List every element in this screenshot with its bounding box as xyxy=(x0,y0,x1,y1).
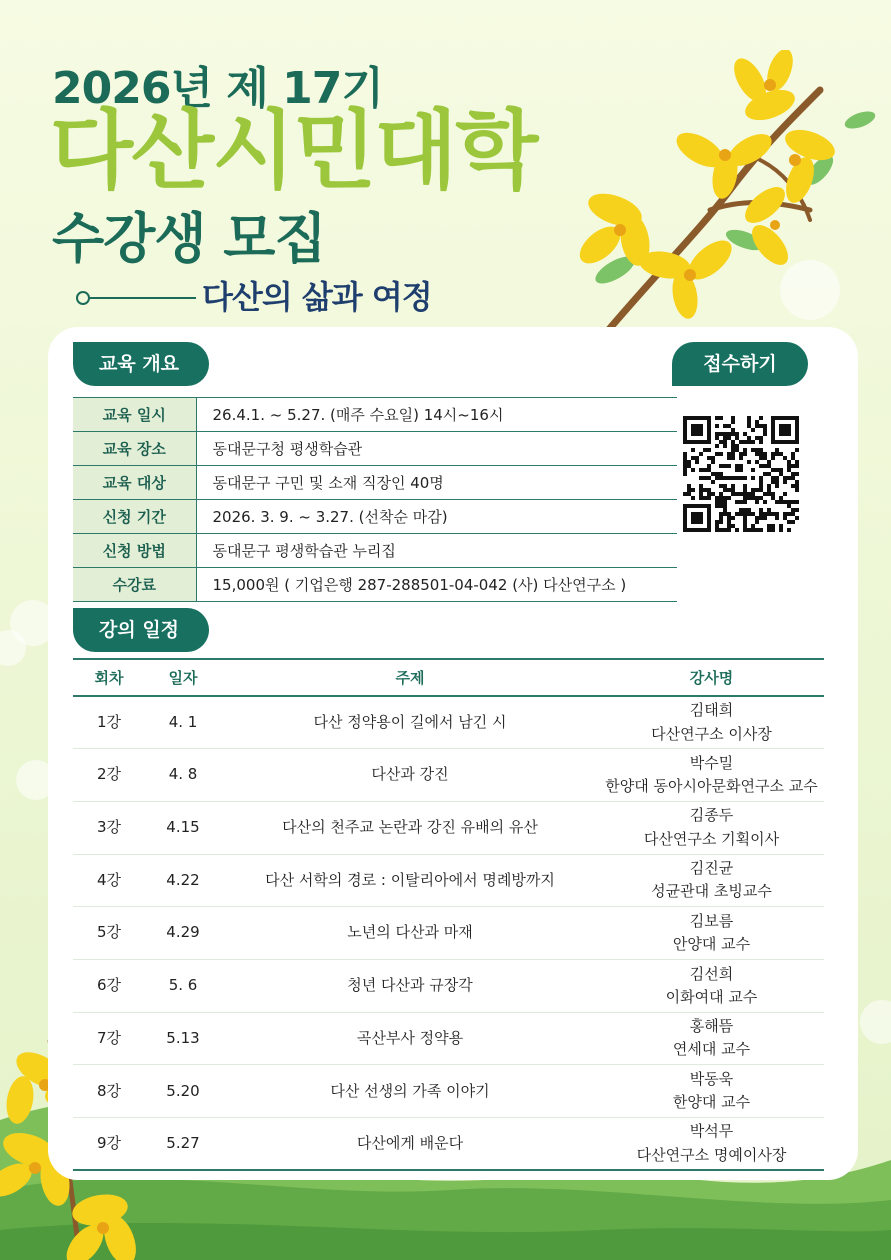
lecture-date: 4. 8 xyxy=(145,749,221,802)
overview-row xyxy=(73,534,677,568)
lecture-no: 4강 xyxy=(73,854,145,907)
circle-icon xyxy=(76,291,90,305)
schedule-row xyxy=(73,1065,824,1118)
lecture-topic: 다산 정약용이 길에서 남긴 시 xyxy=(221,696,599,749)
lecture-date: 4.22 xyxy=(145,854,221,907)
overview-key: 교육 장소 xyxy=(73,432,196,466)
overview-value: 2026. 3. 9. ~ 3.27. (선착순 마감) xyxy=(196,500,677,534)
lecturer-name: 김태희 xyxy=(689,701,734,720)
lecture-date: 4. 1 xyxy=(145,696,221,749)
lecture-topic: 곡산부사 정약용 xyxy=(221,1012,599,1065)
column-header-no: 회차 xyxy=(73,659,145,696)
schedule-row xyxy=(73,1012,824,1065)
lecturer-role: 이화여대 교수 xyxy=(665,987,758,1006)
section-label-overview: 교육 개요 xyxy=(73,342,209,386)
lecture-topic: 다산과 강진 xyxy=(221,749,599,802)
header-title: 다산시민대학 xyxy=(50,101,537,201)
lecture-date: 4.15 xyxy=(145,801,221,854)
lecturer-name: 김보름 xyxy=(689,911,734,930)
lecture-topic: 다산 서학의 경로 : 이탈리아에서 명례방까지 xyxy=(221,854,599,907)
lecturer-cell xyxy=(599,1065,824,1118)
overview-row xyxy=(73,568,677,602)
lecturer-cell xyxy=(599,959,824,1012)
lecture-topic: 다산에게 배운다 xyxy=(221,1118,599,1171)
schedule-row xyxy=(73,1118,824,1171)
lecturer-role: 다산연구소 기획이사 xyxy=(643,829,780,848)
lecturer-name: 홍해뜸 xyxy=(689,1017,734,1036)
lecture-no: 2강 xyxy=(73,749,145,802)
overview-value: 동대문구 구민 및 소재 직장인 40명 xyxy=(196,466,677,500)
lecturer-cell xyxy=(599,854,824,907)
lecturer-cell xyxy=(599,1118,824,1171)
schedule-row xyxy=(73,907,824,960)
lecture-date: 5. 6 xyxy=(145,959,221,1012)
lecturer-role: 한양대 동아시아문화연구소 교수 xyxy=(605,777,818,796)
overview-value: 동대문구청 평생학습관 xyxy=(196,432,677,466)
lecture-no: 3강 xyxy=(73,801,145,854)
theme-line-decoration xyxy=(76,288,196,308)
schedule-row xyxy=(73,749,824,802)
lecture-date: 5.27 xyxy=(145,1118,221,1171)
overview-row xyxy=(73,432,677,466)
forsythia-flowers-illustration xyxy=(560,50,891,340)
overview-value: 15,000원 ( 기업은행 287-288501-04-042 (사) 다산연구소 ) xyxy=(196,568,677,602)
lecturer-role: 한양대 교수 xyxy=(672,1093,751,1112)
overview-row xyxy=(73,500,677,534)
lecturer-name: 박석무 xyxy=(689,1122,734,1141)
lecture-date: 5.13 xyxy=(145,1012,221,1065)
schedule-row xyxy=(73,696,824,749)
lecture-topic: 다산의 천주교 논란과 강진 유배의 유산 xyxy=(221,801,599,854)
header-year: 2026년 제 17기 xyxy=(52,63,383,114)
lecturer-role: 성균관대 초빙교수 xyxy=(651,882,772,901)
schedule-table xyxy=(73,658,824,1171)
lecturer-name: 김선희 xyxy=(689,964,734,983)
overview-value: 26.4.1. ~ 5.27. (매주 수요일) 14시~16시 xyxy=(196,398,677,432)
header-subtitle: 수강생 모집 xyxy=(52,207,326,270)
column-header-lecturer: 강사명 xyxy=(599,659,824,696)
qr-code-icon[interactable] xyxy=(683,416,799,532)
schedule-row xyxy=(73,854,824,907)
overview-row xyxy=(73,398,677,432)
lecture-no: 8강 xyxy=(73,1065,145,1118)
overview-key: 신청 방법 xyxy=(73,534,196,568)
lecturer-name: 김진균 xyxy=(689,859,734,878)
lecture-no: 9강 xyxy=(73,1118,145,1171)
lecture-topic: 청년 다산과 규장각 xyxy=(221,959,599,1012)
column-header-topic: 주제 xyxy=(221,659,599,696)
background-bubble xyxy=(860,1000,891,1044)
lecturer-cell xyxy=(599,801,824,854)
lecture-no: 5강 xyxy=(73,907,145,960)
lecture-topic: 노년의 다산과 마재 xyxy=(221,907,599,960)
section-label-schedule: 강의 일정 xyxy=(73,608,209,652)
lecturer-role: 다산연구소 이사장 xyxy=(651,724,772,743)
overview-key: 수강료 xyxy=(73,568,196,602)
overview-key: 교육 일시 xyxy=(73,398,196,432)
lecturer-cell xyxy=(599,907,824,960)
overview-key: 교육 대상 xyxy=(73,466,196,500)
overview-table xyxy=(73,397,677,602)
lecture-topic: 다산 선생의 가족 이야기 xyxy=(221,1065,599,1118)
schedule-row xyxy=(73,801,824,854)
lecturer-name: 김종두 xyxy=(689,806,734,825)
overview-row xyxy=(73,466,677,500)
lecture-date: 4.29 xyxy=(145,907,221,960)
schedule-header-row xyxy=(73,659,824,696)
apply-button[interactable]: 접수하기 xyxy=(672,342,808,386)
schedule-row xyxy=(73,959,824,1012)
lecturer-name: 박수밀 xyxy=(689,753,734,772)
lecture-no: 1강 xyxy=(73,696,145,749)
lecturer-role: 다산연구소 명예이사장 xyxy=(636,1145,787,1164)
lecture-no: 7강 xyxy=(73,1012,145,1065)
lecturer-cell xyxy=(599,1012,824,1065)
lecturer-name: 박동욱 xyxy=(689,1069,734,1088)
lecturer-role: 안양대 교수 xyxy=(672,935,751,954)
lecturer-role: 연세대 교수 xyxy=(672,1040,751,1059)
lecture-date: 5.20 xyxy=(145,1065,221,1118)
overview-key: 신청 기간 xyxy=(73,500,196,534)
column-header-date: 일자 xyxy=(145,659,221,696)
overview-value: 동대문구 평생학습관 누리집 xyxy=(196,534,677,568)
lecturer-cell xyxy=(599,749,824,802)
lecture-no: 6강 xyxy=(73,959,145,1012)
lecturer-cell xyxy=(599,696,824,749)
header-theme: 다산의 삶과 여정 xyxy=(202,278,432,316)
